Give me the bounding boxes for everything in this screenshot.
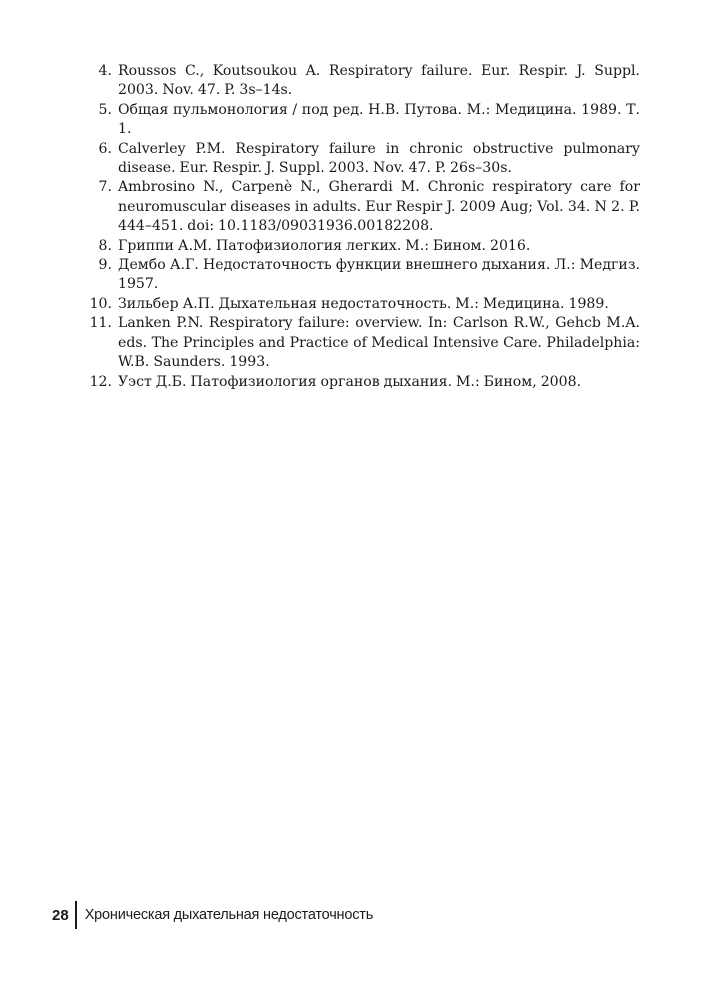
reference-text: Lanken P.N. Respiratory failure: overview. In: Carlson R.W., Gehcb M.A. eds. The Principles and Practice of Medical Intensive Care. Philadelphia: W.B. Saunders. 1993. xyxy=(118,315,640,371)
reference-number: 8. xyxy=(98,237,112,254)
reference-number: 9. xyxy=(98,257,112,274)
reference-item xyxy=(84,237,640,256)
reference-item xyxy=(84,62,640,101)
reference-number: 6. xyxy=(98,140,112,157)
reference-number: 11. xyxy=(89,315,112,332)
footer-divider xyxy=(75,901,77,929)
reference-list xyxy=(84,62,640,392)
reference-text: Ambrosino N., Carpenè N., Gherardi M. Chronic respiratory care for neuromuscular diseases in adults. Eur Respir J. 2009 Aug; Vol. 34. N 2. P. 444–451. doi: 10.1183/09031936.00182208. xyxy=(118,179,640,235)
reference-item xyxy=(84,101,640,140)
reference-number: 12. xyxy=(89,373,112,390)
reference-number: 4. xyxy=(98,63,112,79)
reference-text: Calverley P.M. Respiratory failure in chronic obstructive pulmonary disease. Eur. Respir. J. Suppl. 2003. Nov. 47. P. 26s–30s. xyxy=(118,140,640,177)
running-title: Хроническая дыхательная недостаточность xyxy=(84,907,374,923)
reference-text: Roussos C., Koutsoukou A. Respiratory failure. Eur. Respir. J. Suppl. 2003. Nov. 47. P. 3s–14s. xyxy=(118,63,640,99)
reference-item xyxy=(84,373,640,392)
reference-text: Уэст Д.Б. Патофизиология органов дыхания. М.: Бином, 2008. xyxy=(118,373,582,390)
page-number: 28 xyxy=(52,906,69,924)
reference-item xyxy=(84,314,640,372)
page-footer xyxy=(52,900,373,930)
reference-text: Зильбер А.П. Дыхательная недостаточность. М.: Медицина. 1989. xyxy=(118,295,609,312)
reference-item xyxy=(84,140,640,179)
reference-text: Общая пульмонология / под ред. Н.В. Путова. М.: Медицина. 1989. Т. 1. xyxy=(118,101,640,138)
reference-item xyxy=(84,178,640,236)
reference-number: 5. xyxy=(98,101,112,118)
reference-text: Дембо А.Г. Недостаточность функции внешнего дыхания. Л.: Медгиз. 1957. xyxy=(118,257,640,293)
reference-number: 7. xyxy=(98,179,112,196)
reference-number: 10. xyxy=(89,295,112,312)
reference-item xyxy=(84,256,640,295)
reference-item xyxy=(84,295,640,314)
reference-text: Гриппи А.М. Патофизиология легких. М.: Бином. 2016. xyxy=(118,237,531,254)
